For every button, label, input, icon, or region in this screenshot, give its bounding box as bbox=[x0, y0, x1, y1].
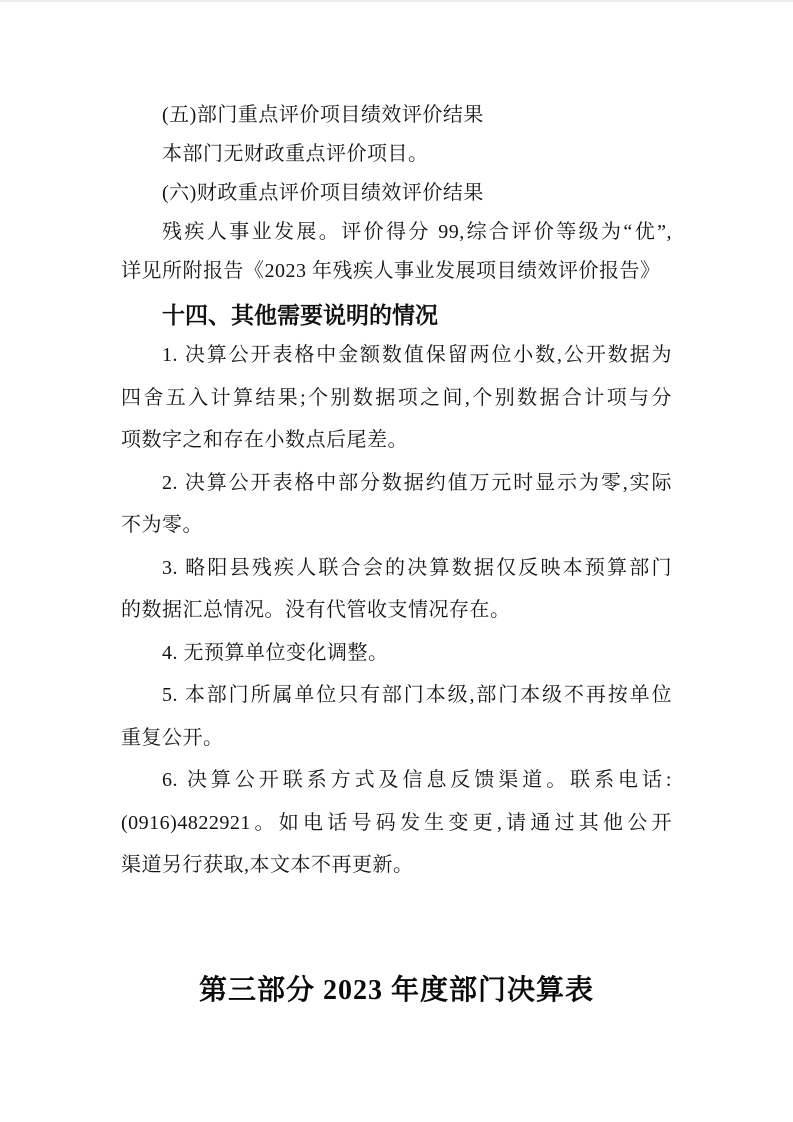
body-line: 5. 本部门所属单位只有部门本级,部门本级不再按单位 bbox=[162, 684, 672, 706]
body-line: 3. 略阳县残疾人联合会的决算数据仅反映本预算部门 bbox=[162, 556, 672, 579]
page-body bbox=[0, 2, 793, 1011]
body-line: 2. 决算公开表格中部分数据约值万元时显示为零,实际 bbox=[162, 471, 672, 494]
section-heading-14: 十四、其他需要说明的情况 bbox=[162, 302, 438, 328]
part-title: 第三部分 2023 年度部门决算表 bbox=[198, 974, 594, 1006]
body-line: 6. 决算公开联系方式及信息反馈渠道。联系电话: bbox=[162, 769, 672, 791]
body-line: 渠道另行获取,本文本不再更新。 bbox=[121, 854, 414, 876]
body-line: 四舍五入计算结果;个别数据项之间,个别数据合计项与分 bbox=[121, 386, 672, 409]
body-line: 重复公开。 bbox=[121, 726, 224, 749]
body-line: 项数字之和存在小数点后尾差。 bbox=[121, 429, 408, 451]
body-line: 残疾人事业发展。评价得分 99,综合评价等级为“优”, bbox=[162, 221, 672, 243]
body-line: 的数据汇总情况。没有代管收支情况存在。 bbox=[121, 599, 511, 621]
body-line: 1. 决算公开表格中金额数值保留两位小数,公开数据为 bbox=[162, 344, 672, 366]
body-line: 不为零。 bbox=[121, 514, 203, 536]
subheading-line-5: (五)部门重点评价项目绩效评价结果 bbox=[162, 104, 484, 126]
body-line: 4. 无预算单位变化调整。 bbox=[162, 641, 389, 664]
subheading-line-6: (六)财政重点评价项目绩效评价结果 bbox=[162, 182, 484, 204]
body-line: (0916)4822921。如电话号码发生变更,请通过其他公开 bbox=[121, 811, 672, 834]
body-line: 详见所附报告《2023 年残疾人事业发展项目绩效评价报告》 bbox=[121, 260, 661, 282]
body-line: 本部门无财政重点评价项目。 bbox=[162, 143, 429, 165]
